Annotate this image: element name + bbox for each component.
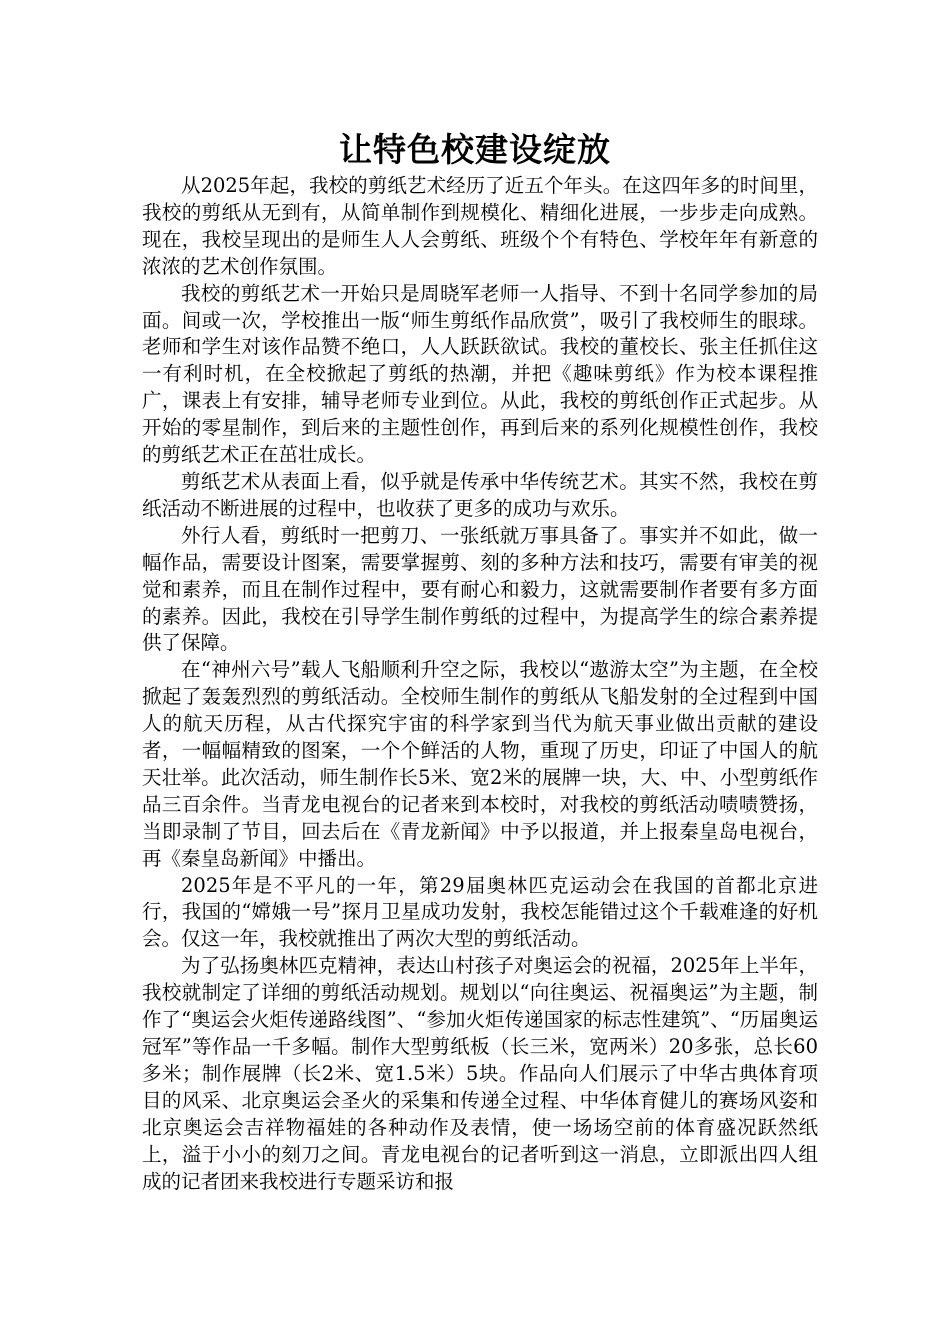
document-body [142, 173, 818, 1195]
paragraph: 我校的剪纸艺术一开始只是周晓军老师一人指导、不到十名同学参加的局面。间或一次，学校推出一版“师生剪纸作品欣赏”，吸引了我校师生的眼球。老师和学生对该作品赞不绝口，人人跃跃欲试。我校的董校长、张主任抓住这一有利时机，在全校掀起了剪纸的热潮，并把《趣味剪纸》作为校本课程推广，课表上有安排，辅导老师专业到位。从此，我校的剪纸创作正式起步。从开始的零星制作，到后来的主题性创作，再到后来的系列化规模性创作，我校的剪纸艺术正在茁壮成长。 [142, 281, 818, 467]
paragraph: 2025年是不平凡的一年，第29届奥林匹克运动会在我国的首都北京进行，我国的“嫦娥一号”探月卫星成功发射，我校怎能错过这个千载难逢的好机会。仅这一年，我校就推出了两次大型的剪纸活动。 [142, 873, 818, 951]
paragraph: 在“神州六号”载人飞船顺利升空之际，我校以“遨游太空”为主题，在全校掀起了轰轰烈烈的剪纸活动。全校师生制作的剪纸从飞船发射的全过程到中国人的航天历程，从古代探究宇宙的科学家到当代为航天事业做出贡献的建设者，一幅幅精致的图案，一个个鲜活的人物，重现了历史，印证了中国人的航天壮举。此次活动，师生制作长5米、宽2米的展牌一块，大、中、小型剪纸作品三百余件。当青龙电视台的记者来到本校时，对我校的剪纸活动啧啧赞扬，当即录制了节目，回去后在《青龙新闻》中予以报道，并上报秦皇岛电视台，再《秦皇岛新闻》中播出。 [142, 658, 818, 870]
paragraph: 从2025年起，我校的剪纸艺术经历了近五个年头。在这四年多的时间里，我校的剪纸从无到有，从简单制作到规模化、精细化进展，一步步走向成熟。现在，我校呈现出的是师生人人会剪纸、班级个个有特色、学校年年有新意的浓浓的艺术创作氛围。 [142, 174, 818, 278]
document-title: 让特色校建设绽放 [339, 130, 611, 169]
paragraph: 外行人看，剪纸时一把剪刀、一张纸就万事具备了。事实并不如此，做一幅作品，需要设计图案，需要掌握剪、刻的多种方法和技巧，需要有审美的视觉和素养，而且在制作过程中，要有耐心和毅力，这就需要制作者要有多方面的素养。因此，我校在引导学生制作剪纸的过程中，为提高学生的综合素养提供了保障。 [142, 523, 818, 655]
paragraph: 为了弘扬奥林匹克精神，表达山村孩子对奥运会的祝福，2025年上半年，我校就制定了详细的剪纸活动规划。规划以“向往奥运、祝福奥运”为主题，制作了“奥运会火炬传递路线图”、“参加火炬传递国家的标志性建筑”、“历届奥运冠军”等作品一千多幅。制作大型剪纸板（长三米，宽两米）20多张，总长60多米；制作展牌（长2米、宽1.5米）5块。作品向人们展示了中华古典体育项目的风采、北京奥运会圣火的采集和传递全过程、中华体育健儿的赛场风姿和北京奥运会吉祥物福娃的各种动作及表情，使一场场空前的体育盛况跃然纸上，溢于小小的刻刀之间。青龙电视台的记者听到这一消息，立即派出四人组成的记者团来我校进行专题采访和报 [142, 954, 818, 1193]
paragraph: 剪纸艺术从表面上看，似乎就是传承中华传统艺术。其实不然，我校在剪纸活动不断进展的过程中，也收获了更多的成功与欢乐。 [142, 469, 818, 520]
